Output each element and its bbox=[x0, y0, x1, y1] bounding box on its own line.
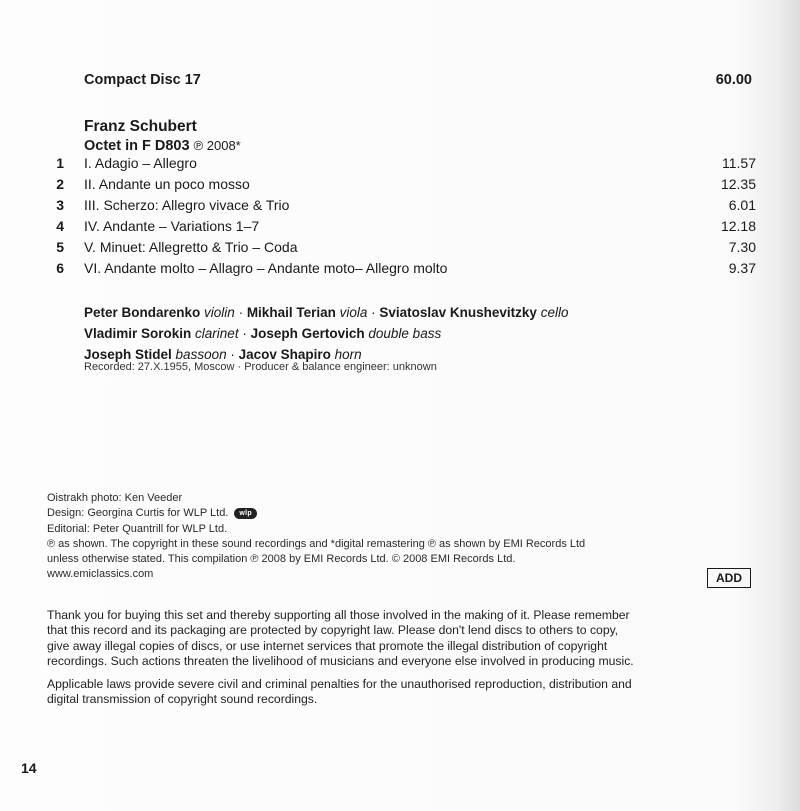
track-duration: 12.18 bbox=[720, 218, 756, 234]
performer-instrument: horn bbox=[334, 347, 362, 362]
performer-instrument: viola bbox=[339, 305, 368, 320]
phonogram-year: ℗ 2008* bbox=[193, 138, 241, 153]
recording-info: Recorded: 27.X.1955, Moscow · Producer & balance engineer: unknown bbox=[84, 361, 437, 373]
track-duration: 6.01 bbox=[728, 197, 756, 213]
production-credits bbox=[47, 491, 585, 583]
track-row bbox=[46, 175, 756, 196]
track-title: II. Andante un poco mosso bbox=[84, 176, 250, 192]
copyright-line: unless otherwise stated. This compilation ℗ 2008 by EMI Records Ltd. © 2008 EMI Records Ltd. bbox=[47, 553, 516, 566]
track-title: VI. Andante molto – Allagro – Andante moto– Allegro molto bbox=[84, 260, 448, 276]
design-credit: Design: Georgina Curtis for WLP Ltd. bbox=[47, 507, 229, 520]
performer-name: Sviatoslav Knushevitzky bbox=[379, 305, 537, 320]
performer-line bbox=[84, 323, 568, 344]
track-title: I. Adagio – Allegro bbox=[84, 155, 197, 171]
separator: · bbox=[226, 347, 239, 362]
wlp-logo-icon: wlp bbox=[234, 508, 257, 519]
performer-name: Joseph Stidel bbox=[84, 347, 172, 362]
work-title-line bbox=[84, 138, 241, 154]
copyright-line: ℗ as shown. The copyright in these sound recordings and *digital remastering ℗ as shown by EMI Records Ltd bbox=[47, 537, 586, 550]
performer-instrument: cello bbox=[540, 305, 569, 320]
track-title: IV. Andante – Variations 1–7 bbox=[84, 218, 260, 234]
track-row bbox=[46, 259, 756, 280]
performer-instrument: double bass bbox=[368, 326, 442, 341]
performer-name: Vladimir Sorokin bbox=[84, 326, 192, 341]
notice-paragraph: Applicable laws provide severe civil and criminal penalties for the unauthorised reproduction, distribution and digital transmission of copyright sound recordings. bbox=[47, 677, 632, 707]
track-duration: 11.57 bbox=[722, 155, 756, 171]
track-number: 4 bbox=[56, 218, 64, 234]
performer-credits bbox=[84, 302, 568, 365]
performer-instrument: clarinet bbox=[195, 326, 239, 341]
track-number: 1 bbox=[56, 155, 64, 171]
add-badge: ADD bbox=[707, 568, 751, 588]
disc-label: Compact Disc 17 bbox=[84, 72, 201, 88]
track-row bbox=[46, 217, 756, 238]
track-row bbox=[46, 196, 756, 217]
page-number: 14 bbox=[21, 760, 37, 776]
design-credit-line bbox=[47, 506, 585, 521]
track-number: 2 bbox=[56, 176, 64, 192]
website: www.emiclassics.com bbox=[47, 568, 154, 581]
track-duration: 12.35 bbox=[720, 176, 756, 192]
composer-name: Franz Schubert bbox=[84, 118, 197, 135]
editorial-credit: Editorial: Peter Quantrill for WLP Ltd. bbox=[47, 522, 228, 535]
copyright-notice bbox=[47, 608, 767, 716]
separator: · bbox=[238, 326, 251, 341]
separator: · bbox=[367, 305, 380, 320]
performer-name: Joseph Gertovich bbox=[250, 326, 365, 341]
track-duration: 7.30 bbox=[728, 239, 756, 255]
performer-name: Mikhail Terian bbox=[246, 305, 336, 320]
notice-paragraph: Thank you for buying this set and thereby supporting all those involved in the making of it. Please remember that this record and its packaging are protected by copyright law. Please don't lend discs to others to copy, give away illegal copies of discs, or use internet services that promote the illegal distribution of copyright recordings. Such actions threaten the livelihood of musicians and everyone else involved in producing music. bbox=[47, 608, 634, 668]
track-duration: 9.37 bbox=[728, 260, 756, 276]
photo-credit: Oistrakh photo: Ken Veeder bbox=[47, 492, 183, 504]
performer-instrument: bassoon bbox=[175, 347, 227, 362]
performer-name: Peter Bondarenko bbox=[84, 305, 201, 320]
performer-instrument: violin bbox=[204, 305, 235, 320]
disc-total-time: 60.00 bbox=[715, 72, 752, 88]
track-title: III. Scherzo: Allegro vivace & Trio bbox=[84, 197, 290, 213]
track-list bbox=[46, 154, 756, 280]
track-row bbox=[46, 238, 756, 259]
track-number: 5 bbox=[56, 239, 64, 255]
track-number: 6 bbox=[56, 260, 64, 276]
separator: · bbox=[234, 305, 247, 320]
work-title: Octet in F D803 bbox=[84, 138, 190, 154]
track-row bbox=[46, 154, 756, 175]
track-number: 3 bbox=[56, 197, 64, 213]
performer-line bbox=[84, 302, 568, 323]
performer-name: Jacov Shapiro bbox=[238, 347, 331, 362]
track-title: V. Minuet: Allegretto & Trio – Coda bbox=[84, 239, 298, 255]
